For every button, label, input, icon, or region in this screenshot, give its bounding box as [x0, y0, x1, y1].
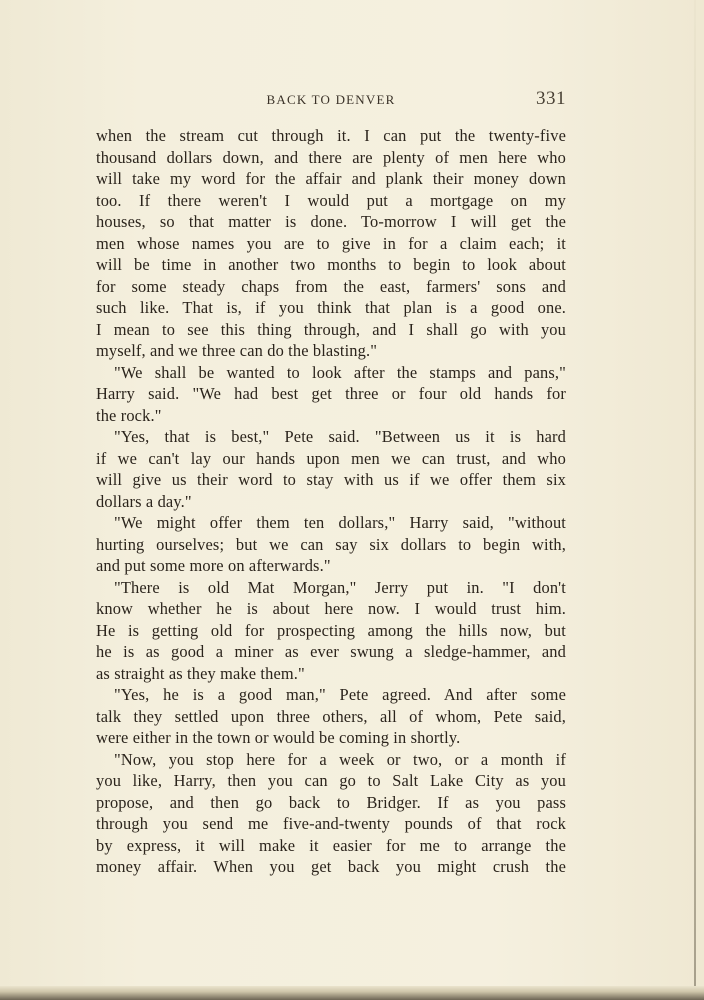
text-line: will be time in another two months to begin to look about [96, 255, 566, 274]
text-line: myself, and we three can do the blasting." [96, 341, 378, 360]
text-line: He is getting old for prospecting among the hills now, but [96, 620, 566, 640]
text-line: he is as good a miner as ever swung a sledge-hammer, and [96, 642, 566, 661]
text-line: such like. That is, if you think that plan is a good one. [96, 298, 566, 317]
text-line: houses, so that matter is done. To-morrow I will get the [96, 212, 566, 231]
text-line: the rock." [96, 405, 162, 425]
text-line: through you send me five-and-twenty pounds of that rock [96, 814, 566, 833]
text-line: "There is old Mat Morgan," Jerry put in. "I don't [114, 577, 566, 597]
text-line: dollars a day." [96, 491, 192, 511]
text-line: thousand dollars down, and there are plenty of men here who [96, 147, 566, 167]
text-line: "Yes, he is a good man," Pete agreed. And after some [114, 685, 566, 704]
text-line: by express, it will make it easier for me to arrange the [96, 835, 566, 855]
text-line: if we can't lay our hands upon men we can trust, and who [96, 448, 566, 468]
text-line: hurting ourselves; but we can say six dollars to begin with, [96, 534, 566, 554]
text-line: money affair. When you get back you might crush the [96, 857, 566, 876]
text-line: talk they settled upon three others, all of whom, Pete said, [96, 706, 566, 726]
text-line: Harry said. "We had best get three or four old hands for [96, 384, 566, 403]
text-line: as straight as they make them." [96, 663, 305, 683]
text-line: too. If there weren't I would put a mortgage on my [96, 190, 566, 210]
text-line: know whether he is about here now. I would trust him. [96, 599, 566, 618]
text-line: "We shall be wanted to look after the stamps and pans," [114, 362, 566, 382]
text-line: and put some more on afterwards." [96, 556, 331, 575]
text-line: I mean to see this thing through, and I shall go with you [96, 319, 566, 339]
body-text [96, 125, 566, 878]
running-title: BACK TO DENVER [266, 92, 396, 107]
text-line: you like, Harry, then you can go to Salt Lake City as you [96, 771, 566, 790]
page-bottom-edge [0, 986, 704, 1000]
text-line: will take my word for the affair and plank their money down [96, 169, 566, 188]
text-line: for some steady chaps from the east, farmers' sons and [96, 276, 566, 296]
page-edge-shadow [694, 0, 696, 990]
text-line: will give us their word to stay with us if we offer them six [96, 470, 566, 489]
text-line: men whose names you are to give in for a claim each; it [96, 233, 566, 253]
running-head [96, 88, 566, 112]
text-line: "Now, you stop here for a week or two, or a month if [114, 749, 566, 769]
text-line: "Yes, that is best," Pete said. "Between us it is hard [114, 427, 566, 446]
page-number: 331 [536, 88, 566, 109]
text-line: were either in the town or would be coming in shortly. [96, 728, 461, 747]
text-line: propose, and then go back to Bridger. If as you pass [96, 792, 566, 812]
text-line: "We might offer them ten dollars," Harry said, "without [114, 513, 566, 532]
text-line: when the stream cut through it. I can put the twenty-five [96, 126, 566, 145]
